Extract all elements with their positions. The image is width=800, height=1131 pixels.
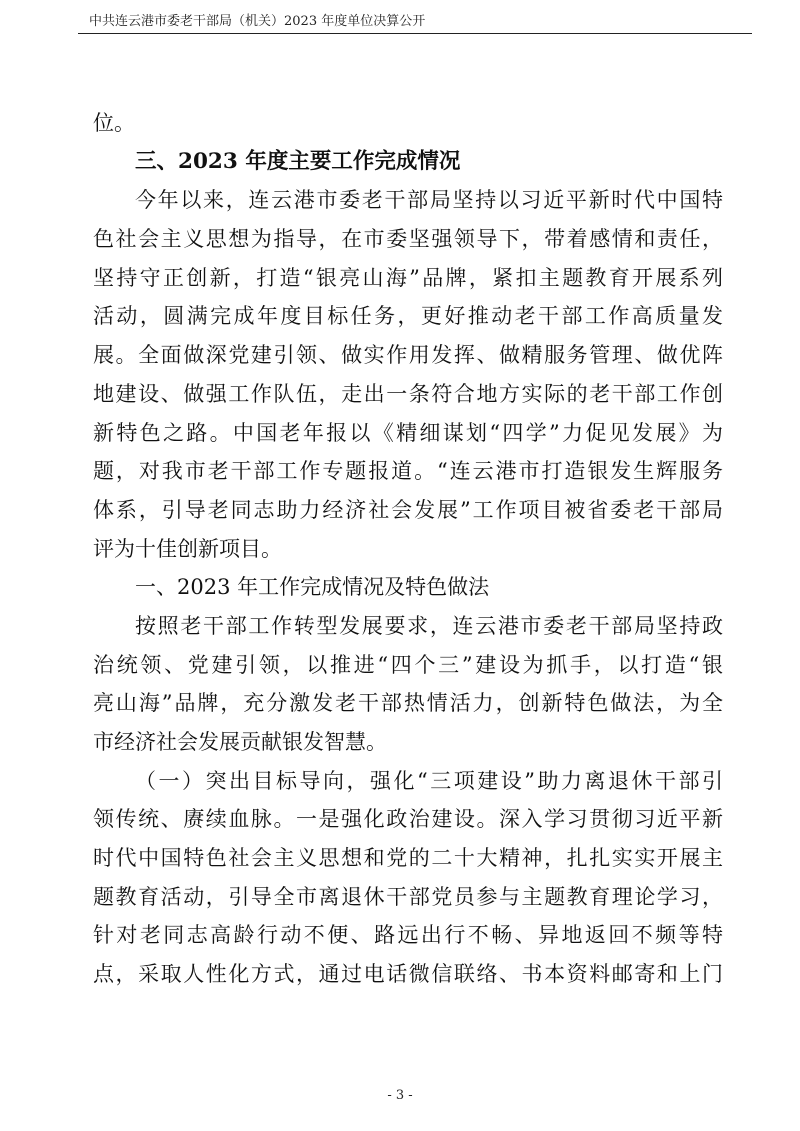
paragraph-line: 坚持守正创新，打造“银亮山海”品牌，紧扣主题教育开展系列 [93, 265, 723, 290]
paragraph-line: 今年以来，连云港市委老干部局坚持以习近平新时代中国特 [135, 188, 723, 213]
paragraph-line: 新特色之路。中国老年报以《精细谋划“四学”力促见发展》为 [93, 420, 723, 445]
paragraph-line: 按照老干部工作转型发展要求，连云港市委老干部局坚持政 [135, 613, 723, 638]
paragraph-line: 市经济社会发展贡献银发智慧。 [93, 730, 387, 754]
paragraph-line: （一）突出目标导向，强化“三项建设”助力离退休干部引 [135, 768, 723, 793]
paragraph-line: 地建设、做强工作队伍，走出一条符合地方实际的老干部工作创 [93, 381, 723, 406]
header-divider [78, 33, 752, 34]
paragraph-line: 针对老同志高龄行动不便、路远出行不畅、异地返回不频等特 [93, 923, 723, 948]
paragraph-line: 题教育活动，引导全市离退休干部党员参与主题教育理论学习， [93, 884, 723, 909]
paragraph-line: 评为十佳创新项目。 [93, 536, 282, 561]
section-heading: 三、2023 年度主要工作完成情况 [135, 148, 461, 174]
header-title: 中共连云港市委老干部局（机关）2023 年度单位决算公开 [89, 14, 426, 29]
paragraph-line: 题，对我市老干部工作专题报道。“连云港市打造银发生辉服务 [93, 459, 723, 484]
paragraph-line: 色社会主义思想为指导，在市委坚强领导下，带着感情和责任， [93, 227, 723, 252]
paragraph-line: 展。全面做深党建引领、做实作用发挥、做精服务管理、做优阵 [93, 343, 723, 368]
paragraph-line: 时代中国特色社会主义思想和党的二十大精神，扎扎实实开展主 [93, 846, 723, 871]
paragraph-line: 位。 [93, 111, 135, 135]
page-number: - 3 - [387, 1088, 413, 1103]
document-body [93, 104, 723, 994]
paragraph-line: 活动，圆满完成年度目标任务，更好推动老干部工作高质量发 [93, 304, 723, 329]
paragraph-line: 领传统、赓续血脉。一是强化政治建设。深入学习贯彻习近平新 [93, 807, 723, 832]
paragraph-line: 治统领、党建引领，以推进“四个三”建设为抓手，以打造“银 [93, 652, 723, 677]
paragraph-line: 点，采取人性化方式，通过电话微信联络、书本资料邮寄和上门 [93, 962, 723, 987]
paragraph-line: 亮山海”品牌，充分激发老干部热情活力，创新特色做法，为全 [93, 691, 723, 716]
paragraph-line: 体系，引导老同志助力经济社会发展”工作项目被省委老干部局 [93, 497, 723, 522]
subsection-heading: 一、2023 年工作完成情况及特色做法 [135, 575, 490, 600]
